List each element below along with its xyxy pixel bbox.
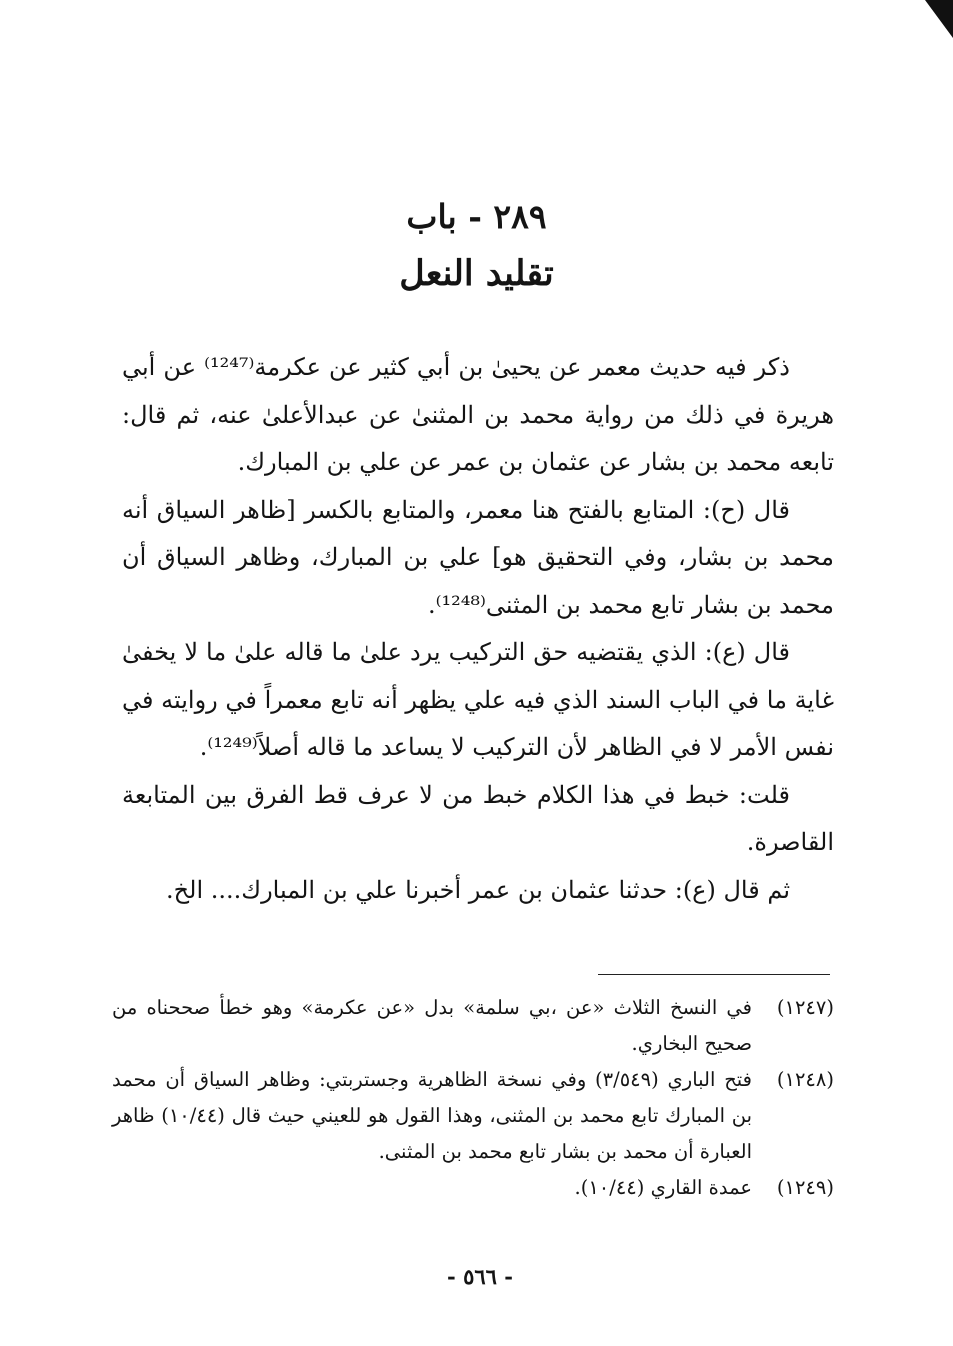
corner-mark — [925, 0, 953, 38]
footnote-1247 — [112, 990, 834, 1062]
page-number: - ٥٦٦ - — [447, 1264, 513, 1289]
chapter-subtitle: تقليد النعل — [399, 253, 554, 294]
footnote-1248 — [112, 1062, 834, 1170]
footnote-number: (١٢٤٨) — [776, 1068, 834, 1091]
chapter-heading — [120, 190, 833, 304]
footnote-divider — [598, 974, 830, 975]
paragraph-qala-ain: قال (ع): الذي يقتضيه حق التركيب يرد علىٰ ما قاله علىٰ ما لا يخفىٰ غاية ما في الباب السند الذي فيه علي يظهر أنه تابع معمراً في روايته في نفس الأمر لا في الظاهر لأن التركيب لا يساعد ما قاله أصلاً⁽¹²⁴⁹⁾. — [122, 638, 834, 761]
paragraph-thumma-qala: ثم قال (ع): حدثنا عثمان بن عمر أخبرنا علي بن المبارك.... الخ. — [166, 875, 790, 904]
footnote-text: عمدة القاري (١٠/٤٤). — [574, 1176, 752, 1199]
chapter-title: ٢٨٩ - باب — [406, 197, 547, 236]
paragraph-qala-ha: قال (ح): المتابع بالفتح هنا معمر، والمتابع بالكسر [ظاهر السياق أنه محمد بن بشار، وفي التحقيق هو] علي بن المبارك، وظاهر السياق أن محمد بن بشار تابع محمد بن المثنى⁽¹²⁴⁸⁾. — [122, 495, 835, 619]
body-text — [122, 344, 834, 914]
footnote-text: في النسخ الثلاث «عن ،بي سلمة» بدل «عن عكرمة» وهو خطأ صححناه من صحيح البخاري. — [112, 996, 752, 1055]
paragraph-hadith-mention: ذكر فيه حديث معمر عن يحيىٰ بن أبي كثير عن عكرمة⁽¹²⁴⁷⁾ عن أبي هريرة في ذلك من رواية محمد بن المثنىٰ عن عبدالأعلىٰ عنه، ثم قال: تابعه محمد بن بشار عن عثمان بن عمر عن علي بن المبارك. — [122, 353, 834, 476]
footnote-1249 — [112, 1170, 834, 1206]
footnote-number: (١٢٤٧) — [776, 996, 834, 1019]
paragraph-qultu: قلت: خبط في هذا الكلام خبط من لا عرف قط الفرق بين المتابعة القاصرة. — [122, 780, 834, 856]
footnotes — [112, 990, 834, 1206]
footnote-number: (١٢٤٩) — [776, 1176, 834, 1199]
footnote-text: فتح الباري (٣/٥٤٩) وفي نسخة الظاهرية وجستربتي: وظاهر السياق أن محمد بن المبارك تابع محمد بن المثنى، وهذا القول هو للعيني حيث قال (١٠/٤٤) ظاهر العبارة أن محمد بن بشار تابع محمد بن المثنى. — [112, 1068, 753, 1163]
